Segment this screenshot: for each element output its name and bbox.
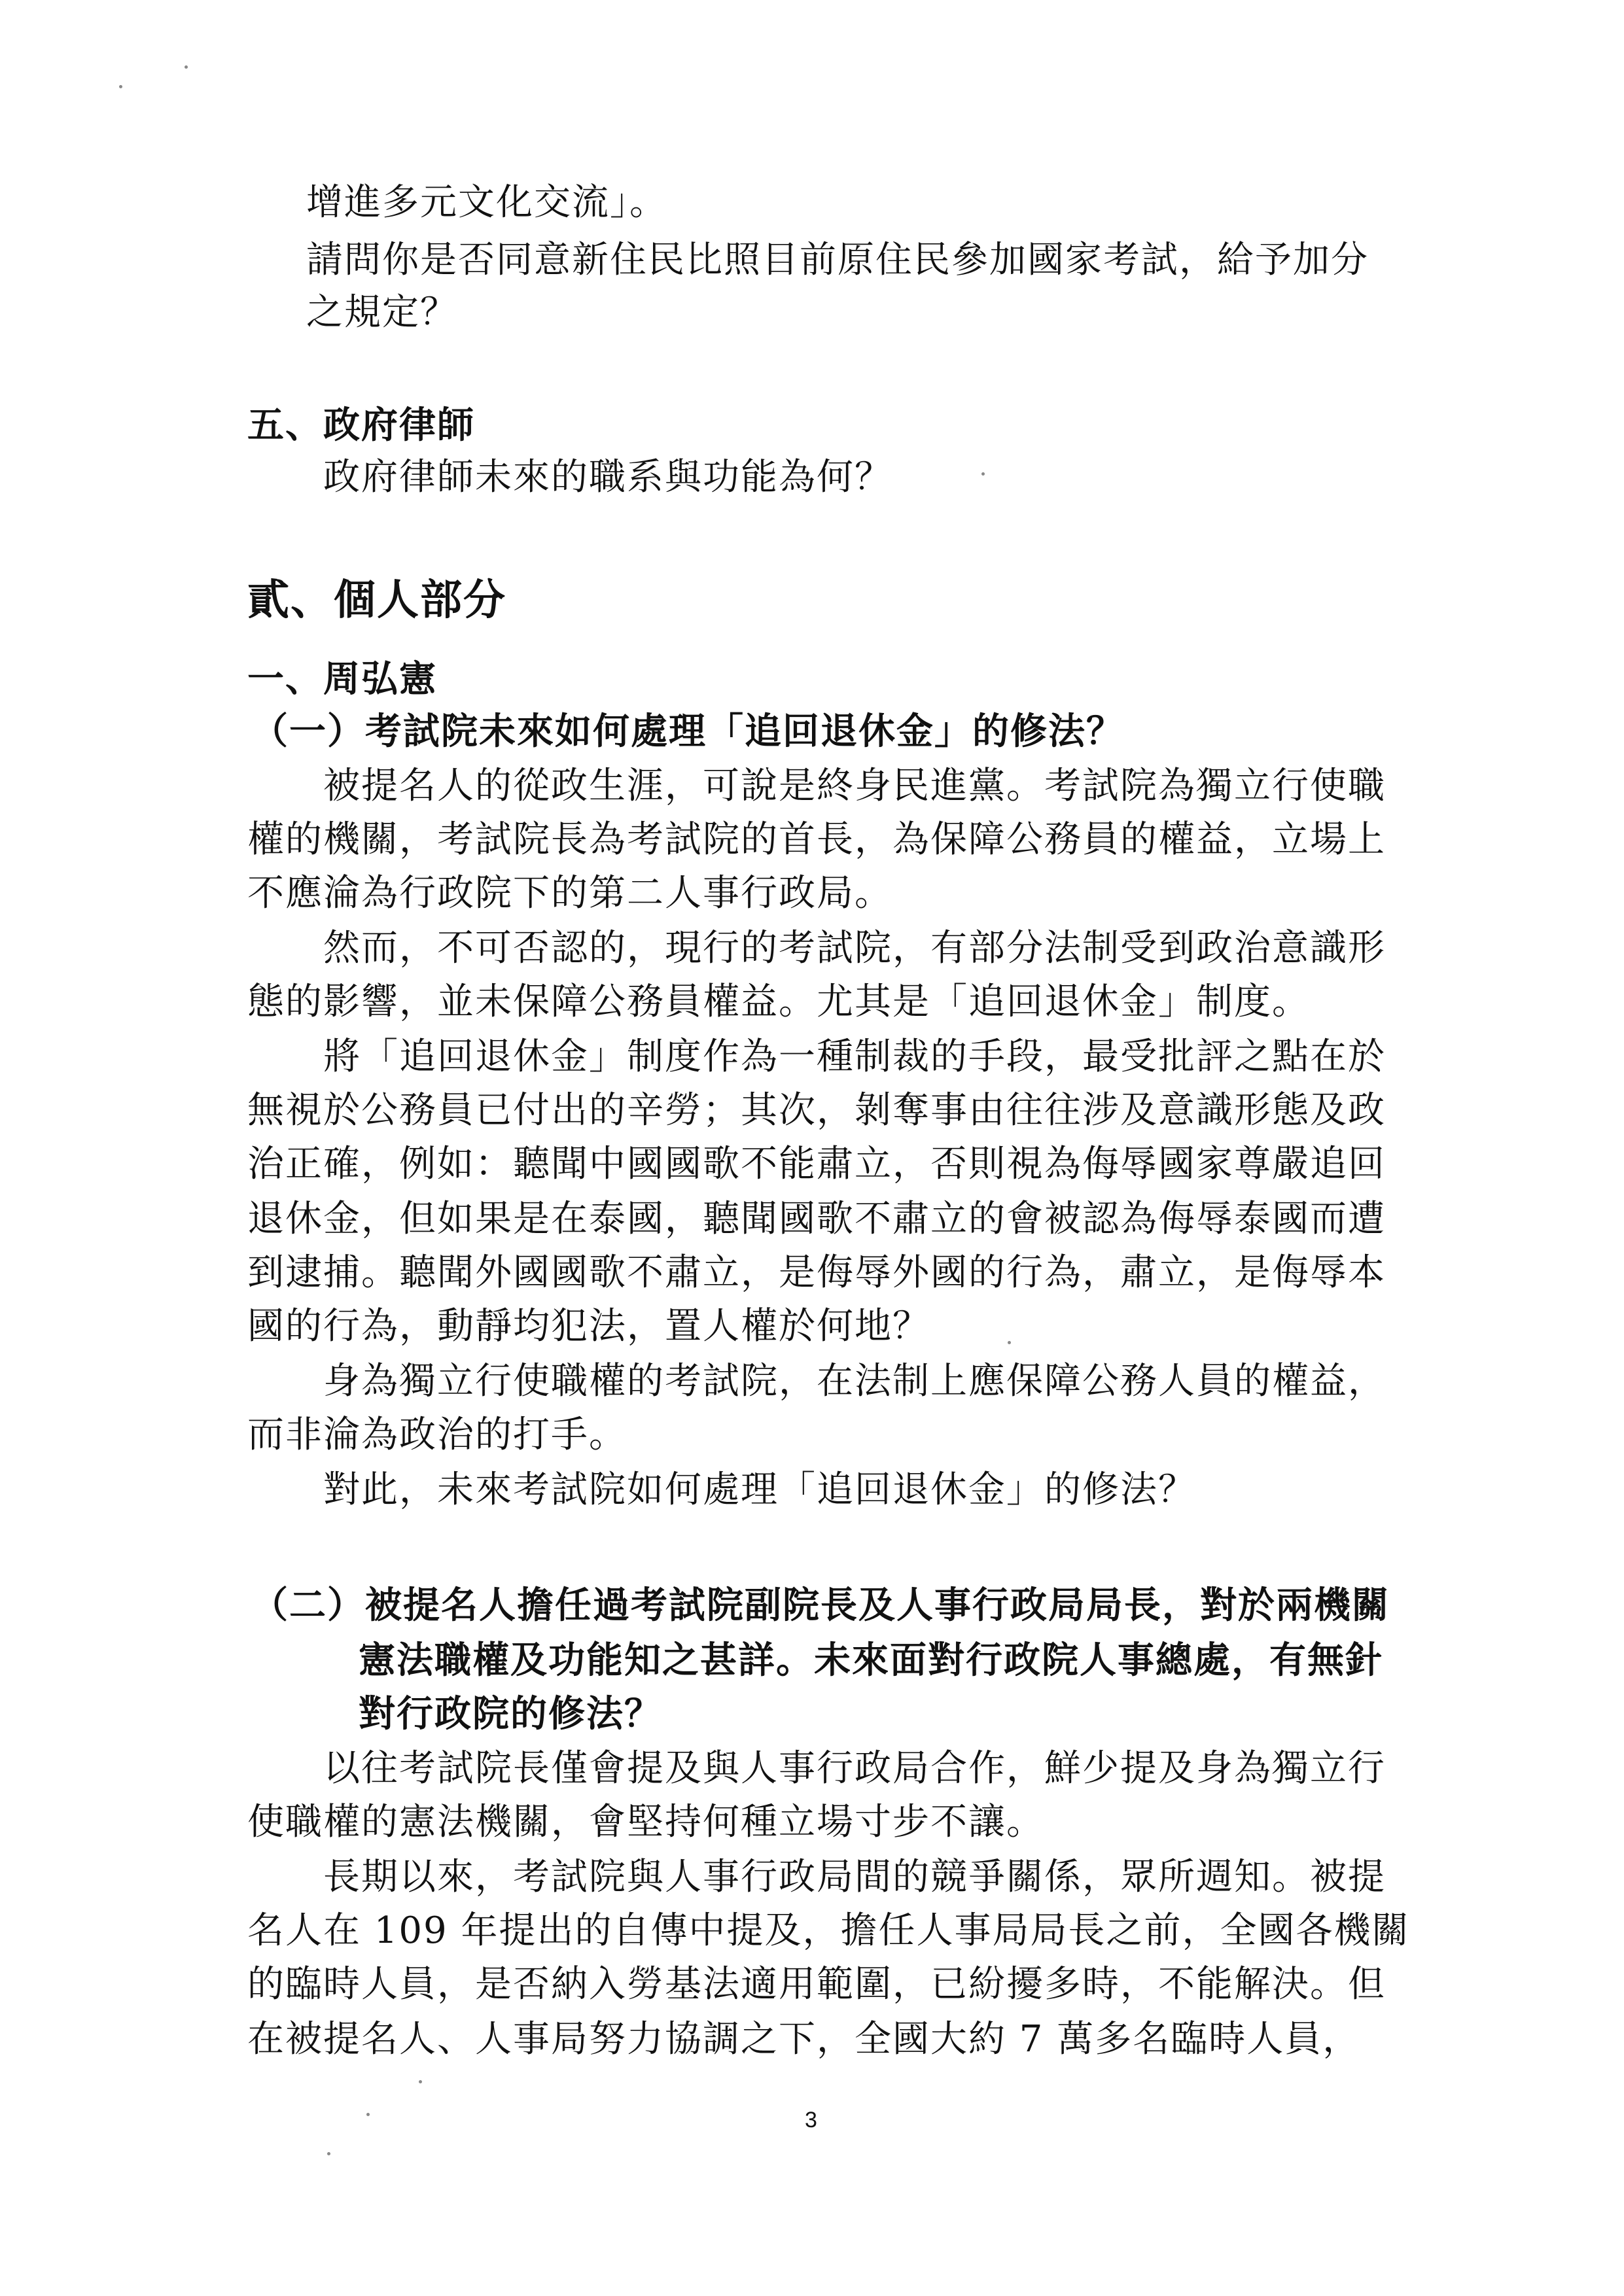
text-line: 無視於公務員已付出的辛勞；其次，剝奪事由往往涉及意識形態及政 [247,1089,1386,1132]
page-number: 3 [805,2108,817,2132]
scan-speck [327,2152,330,2155]
section-heading: 一、周弘憲 [247,657,437,701]
text-line: 以往考試院長僅會提及與人事行政局合作，鮮少提及身為獨立行 [323,1747,1386,1790]
scan-speck [1008,1341,1011,1344]
text-line: 的臨時人員，是否納入勞基法適用範圍，已紛擾多時，不能解決。但 [247,1963,1386,2006]
scan-speck [185,65,188,69]
text-line: 國的行為，動靜均犯法，置人權於何地？ [247,1305,930,1348]
text-line: 被提名人的從政生涯，可說是終身民進黨。考試院為獨立行使職 [323,765,1386,807]
text-line: 到逮捕。聽聞外國國歌不肅立，是侮辱外國的行為，肅立，是侮辱本 [247,1251,1386,1294]
text-line: 名人在 109 年提出的自傳中提及，擔任人事局局長之前，全國各機關 [247,1909,1410,1952]
text-line: 將「追回退休金」制度作為一種制裁的手段，最受批評之點在於 [323,1035,1386,1078]
text-line: 治正確，例如：聽聞中國國歌不能肅立，否則視為侮辱國家尊嚴追回 [247,1143,1386,1185]
scan-speck [119,85,122,88]
section-heading: 五、政府律師 [247,404,475,447]
text-line: 使職權的憲法機關，會堅持何種立場寸步不讓。 [247,1801,1044,1843]
subsection-heading: （二）被提名人擔任過考試院副院長及人事行政局局長，對於兩機關 [251,1584,1390,1627]
text-line: 對此，未來考試院如何處理「追回退休金」的修法？ [323,1469,1196,1511]
text-line: 然而，不可否認的，現行的考試院，有部分法制受到政治意識形 [323,927,1386,969]
text-line: 身為獨立行使職權的考試院，在法制上應保障公務人員的權益， [323,1360,1386,1402]
subsection-heading: 憲法職權及功能知之甚詳。未來面對行政院人事總處，有無針 [359,1639,1383,1682]
text-line: 態的影響，並未保障公務員權益。尤其是「追回退休金」制度。 [247,981,1310,1023]
scan-speck [419,2080,422,2083]
part-heading: 貳、個人部分 [247,576,506,625]
text-line: 在被提名人、人事局努力協調之下，全國大約 7 萬多名臨時人員， [247,2018,1361,2061]
scan-speck [366,2113,370,2116]
text-line: 退休金，但如果是在泰國，聽聞國歌不肅立的會被認為侮辱泰國而遭 [247,1198,1386,1240]
subsection-heading: （一）考試院未來如何處理「追回退休金」的修法？ [251,710,1124,753]
text-line: 不應淪為行政院下的第二人事行政局。 [247,872,892,914]
text-line: 增進多元文化交流」。 [306,181,667,224]
text-line: 長期以來，考試院與人事行政局間的競爭關係，眾所週知。被提 [323,1856,1386,1898]
text-line: 請問你是否同意新住民比照目前原住民參加國家考試，給予加分 [306,239,1369,281]
text-line: 權的機關，考試院長為考試院的首長，為保障公務員的權益，立場上 [247,818,1386,861]
subsection-heading: 對行政院的修法？ [359,1692,662,1735]
text-line: 而非淪為政治的打手。 [247,1414,627,1456]
text-line: 政府律師未來的職系與功能為何？ [323,456,892,498]
text-line: 之規定？ [306,291,458,334]
scan-speck [981,472,985,476]
